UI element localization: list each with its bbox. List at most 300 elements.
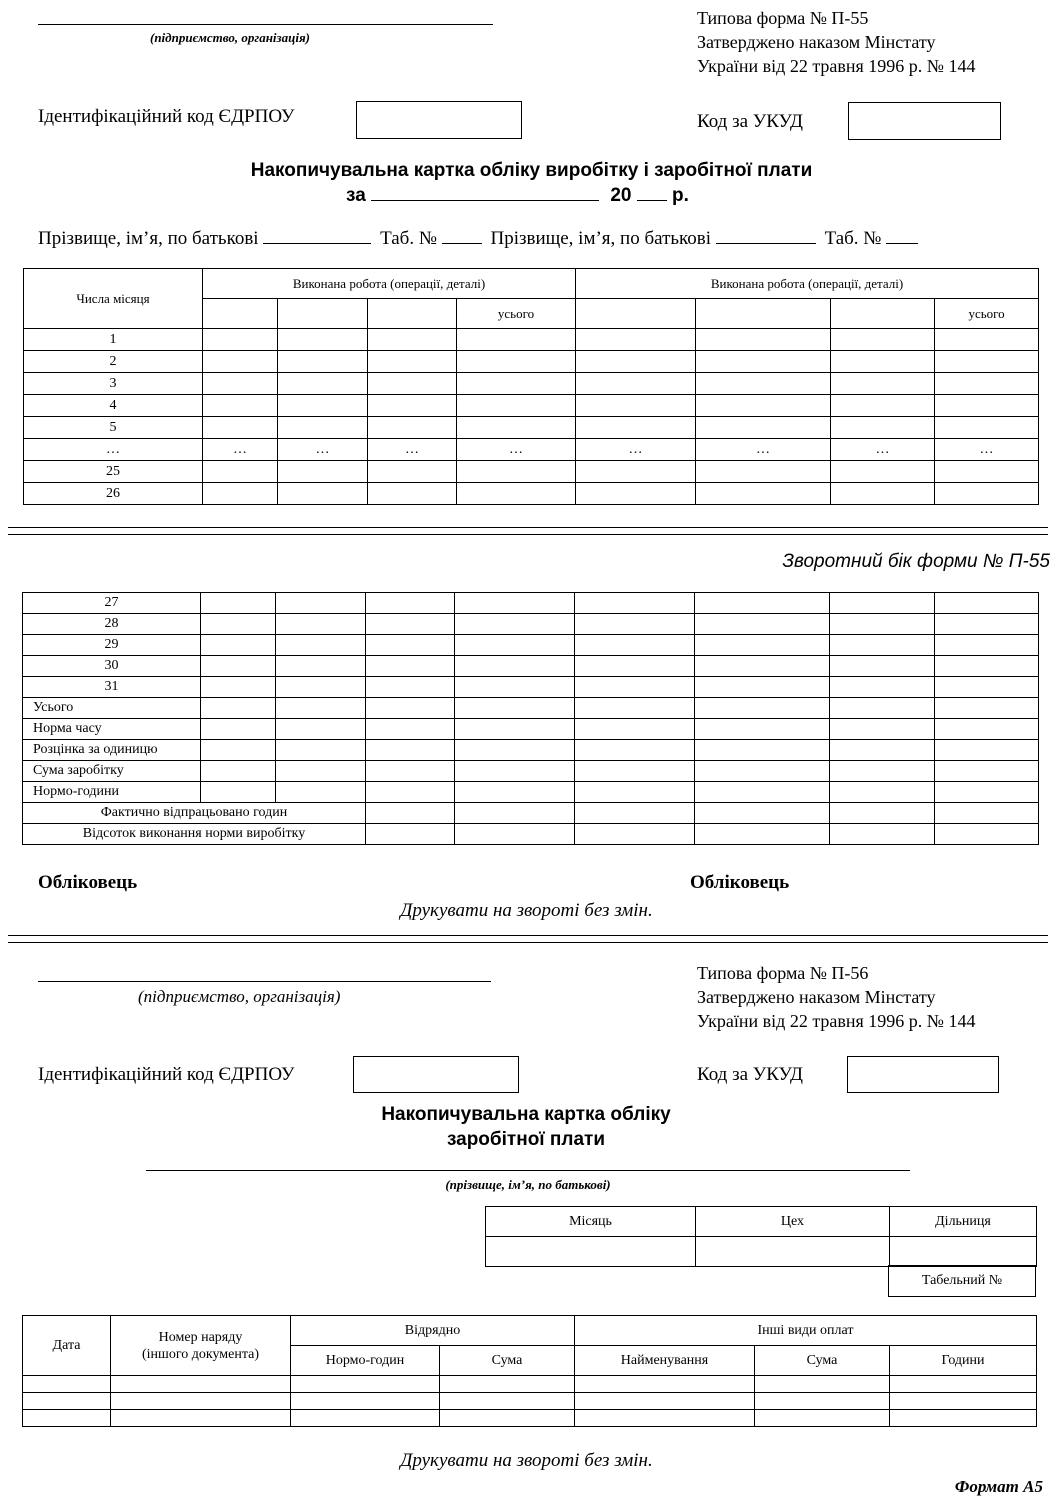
employee-line — [38, 228, 918, 250]
cell[interactable] — [276, 719, 366, 740]
cell[interactable] — [695, 824, 830, 845]
cell[interactable] — [455, 614, 575, 635]
piece-work-header: Відрядно — [291, 1316, 575, 1346]
table-row — [23, 614, 1039, 635]
table-row — [24, 417, 1039, 439]
cell[interactable] — [23, 1410, 111, 1427]
form-title-2 — [326, 1102, 726, 1152]
day-cell: 1 — [24, 329, 203, 351]
name-blank-2[interactable] — [716, 242, 816, 244]
cell[interactable] — [830, 782, 935, 803]
ukud-label-2: Код за УКУД — [697, 1064, 804, 1085]
cell[interactable] — [575, 1376, 755, 1393]
cell[interactable] — [935, 719, 1039, 740]
edrpou-field-2[interactable] — [353, 1056, 519, 1093]
cell[interactable] — [935, 417, 1039, 439]
cell[interactable] — [276, 614, 366, 635]
cell[interactable] — [576, 373, 696, 395]
shop-cell[interactable] — [696, 1237, 890, 1267]
cell[interactable] — [366, 761, 455, 782]
cell[interactable] — [830, 719, 935, 740]
cell[interactable] — [278, 395, 368, 417]
cell[interactable] — [830, 614, 935, 635]
day-cell: 4 — [24, 395, 203, 417]
cell[interactable] — [440, 1376, 575, 1393]
cell[interactable] — [575, 719, 695, 740]
cell[interactable] — [935, 329, 1039, 351]
cell[interactable] — [291, 1410, 440, 1427]
summary-row-wide — [23, 803, 1039, 824]
cell[interactable] — [576, 351, 696, 373]
cell[interactable] — [575, 635, 695, 656]
cell[interactable] — [455, 824, 575, 845]
cell[interactable] — [575, 740, 695, 761]
period-for: за — [346, 185, 366, 206]
cell[interactable] — [695, 614, 830, 635]
table-row — [23, 593, 1039, 614]
org-line — [38, 24, 493, 25]
cell[interactable] — [203, 373, 278, 395]
cell[interactable] — [935, 740, 1039, 761]
cell[interactable] — [830, 635, 935, 656]
order-header — [111, 1316, 291, 1376]
form-period — [346, 185, 689, 207]
table-row — [24, 373, 1039, 395]
summary-label: Нормо-години — [23, 782, 201, 803]
summary-label: Розцінка за одиницю — [23, 740, 201, 761]
month-cell[interactable] — [486, 1237, 696, 1267]
cell[interactable] — [695, 782, 830, 803]
cell[interactable] — [201, 614, 276, 635]
cell[interactable] — [457, 395, 576, 417]
cell[interactable] — [696, 483, 831, 505]
ellipsis-cell[interactable]: … — [831, 439, 935, 461]
ellipsis-cell[interactable]: … — [696, 439, 831, 461]
cell[interactable] — [368, 417, 457, 439]
cell[interactable] — [366, 677, 455, 698]
work-group-header-right: Виконана робота (операції, деталі) — [576, 269, 1039, 299]
cell[interactable] — [201, 656, 276, 677]
cell[interactable] — [201, 740, 276, 761]
year-blank[interactable] — [637, 199, 667, 201]
approval-line: Затверджено наказом Мінстату — [697, 32, 936, 52]
cell[interactable] — [276, 698, 366, 719]
cell[interactable] — [278, 417, 368, 439]
hours-header: Години — [890, 1346, 1037, 1376]
sum-header: Сума — [440, 1346, 575, 1376]
cell[interactable] — [368, 299, 457, 329]
cell[interactable] — [576, 417, 696, 439]
section-divider-2 — [8, 935, 1048, 943]
cell[interactable] — [366, 656, 455, 677]
ellipsis-cell[interactable]: … — [457, 439, 576, 461]
cell[interactable] — [695, 698, 830, 719]
cell[interactable] — [366, 614, 455, 635]
day-cell: 5 — [24, 417, 203, 439]
cell[interactable] — [575, 656, 695, 677]
work-table-front — [23, 268, 1039, 505]
cell[interactable] — [366, 824, 455, 845]
cell[interactable] — [935, 351, 1039, 373]
month-header: Місяць — [486, 1207, 696, 1237]
ellipsis-cell[interactable]: … — [576, 439, 696, 461]
cell[interactable] — [368, 329, 457, 351]
cell[interactable] — [831, 373, 935, 395]
cell[interactable] — [455, 593, 575, 614]
day-cell: 27 — [23, 593, 201, 614]
summary-label: Сума заробітку — [23, 761, 201, 782]
order-header-line1: Номер наряду — [158, 1329, 243, 1345]
cell[interactable] — [830, 656, 935, 677]
form-title-2-line1: Накопичувальна картка обліку — [381, 1104, 671, 1125]
edrpou-label: Ідентифікаційний код ЄДРПОУ — [38, 106, 295, 127]
name-label-2: Прізвище, ім’я, по батькові — [490, 228, 712, 249]
day-cell: 29 — [23, 635, 201, 656]
ellipsis-cell[interactable]: … — [278, 439, 368, 461]
cell[interactable] — [203, 461, 278, 483]
period-year: 20 — [610, 185, 632, 206]
cell[interactable] — [695, 593, 830, 614]
cell[interactable] — [278, 299, 368, 329]
ellipsis-cell[interactable]: … — [203, 439, 278, 461]
cell[interactable] — [575, 824, 695, 845]
total-header-right: усього — [935, 299, 1039, 329]
cell[interactable] — [457, 461, 576, 483]
cell[interactable] — [368, 395, 457, 417]
cell[interactable] — [276, 593, 366, 614]
cell[interactable] — [935, 614, 1039, 635]
cell[interactable] — [695, 719, 830, 740]
table-row — [23, 677, 1039, 698]
cell[interactable] — [935, 461, 1039, 483]
cell[interactable] — [455, 761, 575, 782]
cell[interactable] — [276, 677, 366, 698]
cell[interactable] — [575, 761, 695, 782]
date-header: Дата — [23, 1316, 111, 1376]
cell[interactable] — [203, 299, 278, 329]
tab-label: Таб. № — [380, 228, 437, 249]
cell[interactable] — [203, 417, 278, 439]
table-row — [23, 1410, 1037, 1427]
info-table — [485, 1206, 1037, 1267]
cell[interactable] — [368, 373, 457, 395]
cell[interactable] — [696, 395, 831, 417]
cell[interactable] — [696, 351, 831, 373]
edrpou-label-2: Ідентифікаційний код ЄДРПОУ — [38, 1064, 295, 1085]
cell[interactable] — [455, 803, 575, 824]
cell[interactable] — [23, 1393, 111, 1410]
day-cell: … — [24, 439, 203, 461]
day-cell: 31 — [23, 677, 201, 698]
section-header: Дільниця — [890, 1207, 1037, 1237]
shop-header: Цех — [696, 1207, 890, 1237]
summary-label-wide: Відсоток виконання норми виробітку — [23, 824, 366, 845]
day-cell: 30 — [23, 656, 201, 677]
cell[interactable] — [455, 677, 575, 698]
table-row — [24, 351, 1039, 373]
days-header: Числа місяця — [24, 269, 203, 329]
cell[interactable] — [830, 761, 935, 782]
cell[interactable] — [276, 656, 366, 677]
summary-row — [23, 719, 1039, 740]
cell[interactable] — [831, 351, 935, 373]
cell[interactable] — [366, 803, 455, 824]
cell[interactable] — [831, 461, 935, 483]
cell[interactable] — [201, 719, 276, 740]
ukud-field-2[interactable] — [847, 1056, 999, 1093]
form-number-2: Типова форма № П-56 — [697, 963, 869, 983]
cell[interactable] — [696, 417, 831, 439]
form-title: Накопичувальна картка обліку виробітку і заробітної плати — [250, 160, 813, 181]
ellipsis-cell[interactable]: … — [935, 439, 1039, 461]
tab-no-box — [888, 1265, 1036, 1297]
cell[interactable] — [576, 329, 696, 351]
cell[interactable] — [203, 351, 278, 373]
cell[interactable] — [575, 614, 695, 635]
approval-date-2: України від 22 травня 1996 р. № 144 — [697, 1011, 976, 1031]
cell[interactable] — [455, 698, 575, 719]
cell[interactable] — [276, 782, 366, 803]
form-header — [697, 6, 975, 78]
print-note-2: Друкувати на звороті без змін. — [400, 1450, 653, 1471]
cell[interactable] — [455, 656, 575, 677]
ukud-label: Код за УКУД — [697, 111, 804, 132]
cell[interactable] — [830, 740, 935, 761]
cell[interactable] — [575, 1410, 755, 1427]
cell[interactable] — [201, 677, 276, 698]
cell[interactable] — [203, 329, 278, 351]
cell[interactable] — [276, 761, 366, 782]
cell[interactable] — [201, 698, 276, 719]
cell[interactable] — [366, 782, 455, 803]
cell[interactable] — [830, 803, 935, 824]
format-label: Формат А5 — [954, 1477, 1043, 1496]
cell[interactable] — [830, 824, 935, 845]
ukud-field[interactable] — [848, 102, 1001, 140]
cell[interactable] — [576, 299, 696, 329]
day-cell: 28 — [23, 614, 201, 635]
cell[interactable] — [935, 803, 1039, 824]
summary-row — [23, 740, 1039, 761]
order-header-line2: (іншого документа) — [142, 1346, 259, 1362]
cell[interactable] — [368, 461, 457, 483]
cell[interactable] — [366, 740, 455, 761]
tab-no-label: Табельний № — [921, 1273, 1003, 1288]
day-cell: 25 — [24, 461, 203, 483]
cell[interactable] — [111, 1410, 291, 1427]
cell[interactable] — [695, 803, 830, 824]
cell[interactable] — [291, 1393, 440, 1410]
table-row — [24, 461, 1039, 483]
cell[interactable] — [890, 1393, 1037, 1410]
edrpou-field[interactable] — [356, 101, 522, 139]
cell[interactable] — [457, 417, 576, 439]
cell[interactable] — [890, 1410, 1037, 1427]
cell[interactable] — [368, 351, 457, 373]
employee-name-line[interactable] — [146, 1170, 910, 1171]
cell[interactable] — [830, 677, 935, 698]
cell[interactable] — [831, 329, 935, 351]
cell[interactable] — [457, 373, 576, 395]
cell[interactable] — [575, 677, 695, 698]
org-caption-2: (підприємство, організація) — [138, 987, 341, 1006]
cell[interactable] — [695, 761, 830, 782]
day-cell: 3 — [24, 373, 203, 395]
payment-name-header: Найменування — [575, 1346, 755, 1376]
cell[interactable] — [440, 1410, 575, 1427]
summary-row — [23, 698, 1039, 719]
cell[interactable] — [831, 395, 935, 417]
cell[interactable] — [278, 351, 368, 373]
cell[interactable] — [576, 395, 696, 417]
table-row — [23, 1376, 1037, 1393]
cell[interactable] — [935, 635, 1039, 656]
section-cell[interactable] — [890, 1237, 1037, 1267]
cell[interactable] — [755, 1376, 890, 1393]
day-cell: 2 — [24, 351, 203, 373]
cell[interactable] — [575, 782, 695, 803]
cell[interactable] — [575, 803, 695, 824]
cell[interactable] — [935, 483, 1039, 505]
cell[interactable] — [755, 1393, 890, 1410]
cell[interactable] — [935, 782, 1039, 803]
cell[interactable] — [201, 635, 276, 656]
cell[interactable] — [368, 483, 457, 505]
cell[interactable] — [575, 698, 695, 719]
summary-label-wide: Фактично відпрацьовано годин — [23, 803, 366, 824]
approval-date: України від 22 травня 1996 р. № 144 — [697, 56, 976, 76]
cell[interactable] — [366, 593, 455, 614]
cell[interactable] — [455, 782, 575, 803]
summary-label: Норма часу — [23, 719, 201, 740]
cell[interactable] — [831, 417, 935, 439]
cell[interactable] — [831, 299, 935, 329]
cell[interactable] — [276, 635, 366, 656]
cell[interactable] — [278, 483, 368, 505]
cell[interactable] — [440, 1393, 575, 1410]
tab-label-2: Таб. № — [824, 228, 882, 249]
cell[interactable] — [935, 698, 1039, 719]
org-line-2 — [38, 981, 491, 982]
table-row — [23, 656, 1039, 677]
cell[interactable] — [575, 1393, 755, 1410]
cell[interactable] — [23, 1376, 111, 1393]
approval-line-2: Затверджено наказом Мінстату — [697, 987, 936, 1007]
employee-name-caption: (прізвище, ім’я, по батькові) — [445, 1177, 611, 1192]
other-payments-header: Інші види оплат — [575, 1316, 1037, 1346]
total-header-left: усього — [457, 299, 576, 329]
summary-row — [23, 761, 1039, 782]
cell[interactable] — [278, 329, 368, 351]
reverse-title: Зворотний бік форми № П-55 — [782, 551, 1050, 572]
cell[interactable] — [695, 656, 830, 677]
cell[interactable] — [576, 461, 696, 483]
cell[interactable] — [935, 677, 1039, 698]
cell[interactable] — [457, 351, 576, 373]
cell[interactable] — [695, 740, 830, 761]
summary-row-wide — [23, 824, 1039, 845]
tab-blank[interactable] — [442, 242, 482, 244]
cell[interactable] — [935, 593, 1039, 614]
cell[interactable] — [203, 483, 278, 505]
cell[interactable] — [935, 373, 1039, 395]
cell[interactable] — [366, 635, 455, 656]
form-header-2 — [697, 961, 975, 1033]
summary-row — [23, 782, 1039, 803]
cell[interactable] — [457, 483, 576, 505]
org-caption: (підприємство, організація) — [150, 30, 310, 45]
cell[interactable] — [366, 698, 455, 719]
payments-table — [22, 1315, 1037, 1427]
cell[interactable] — [201, 593, 276, 614]
table-row — [24, 329, 1039, 351]
cell[interactable] — [276, 740, 366, 761]
table-row — [24, 395, 1039, 417]
cell[interactable] — [696, 373, 831, 395]
period-blank[interactable] — [371, 199, 599, 201]
form-title-2-line2: заробітної плати — [446, 1129, 606, 1150]
cell[interactable] — [890, 1376, 1037, 1393]
print-note: Друкувати на звороті без змін. — [400, 900, 653, 921]
cell[interactable] — [203, 395, 278, 417]
cell[interactable] — [455, 635, 575, 656]
cell[interactable] — [278, 373, 368, 395]
cell[interactable] — [455, 740, 575, 761]
name-label: Прізвище, ім’я, по батькові — [38, 228, 259, 249]
form-number: Типова форма № П-55 — [697, 8, 869, 28]
cell[interactable] — [457, 329, 576, 351]
norm-hours-header: Нормо-годин — [291, 1346, 440, 1376]
accountant-label-right: Обліковець — [690, 872, 790, 893]
cell[interactable] — [695, 677, 830, 698]
cell[interactable] — [935, 395, 1039, 417]
cell[interactable] — [201, 782, 276, 803]
cell[interactable] — [291, 1376, 440, 1393]
name-blank[interactable] — [263, 242, 371, 244]
cell[interactable] — [366, 719, 455, 740]
cell[interactable] — [830, 698, 935, 719]
cell[interactable] — [111, 1393, 291, 1410]
section-divider — [8, 527, 1048, 535]
cell[interactable] — [831, 483, 935, 505]
cell[interactable] — [575, 593, 695, 614]
cell[interactable] — [830, 593, 935, 614]
cell[interactable] — [455, 719, 575, 740]
cell[interactable] — [935, 656, 1039, 677]
day-cell: 26 — [24, 483, 203, 505]
cell[interactable] — [576, 483, 696, 505]
cell[interactable] — [695, 635, 830, 656]
ellipsis-cell[interactable]: … — [368, 439, 457, 461]
cell[interactable] — [278, 461, 368, 483]
period-year-suffix: р. — [672, 185, 689, 206]
tab-blank-2[interactable] — [886, 242, 918, 244]
cell[interactable] — [696, 329, 831, 351]
cell[interactable] — [696, 461, 831, 483]
cell[interactable] — [201, 761, 276, 782]
table-row — [23, 635, 1039, 656]
work-group-header-left: Виконана робота (операції, деталі) — [203, 269, 576, 299]
accountant-label-left: Обліковець — [38, 872, 138, 893]
summary-label: Усього — [23, 698, 201, 719]
work-table-reverse — [22, 592, 1039, 845]
cell[interactable] — [935, 761, 1039, 782]
table-row — [24, 483, 1039, 505]
cell[interactable] — [696, 299, 831, 329]
cell[interactable] — [935, 824, 1039, 845]
cell[interactable] — [755, 1410, 890, 1427]
cell[interactable] — [111, 1376, 291, 1393]
